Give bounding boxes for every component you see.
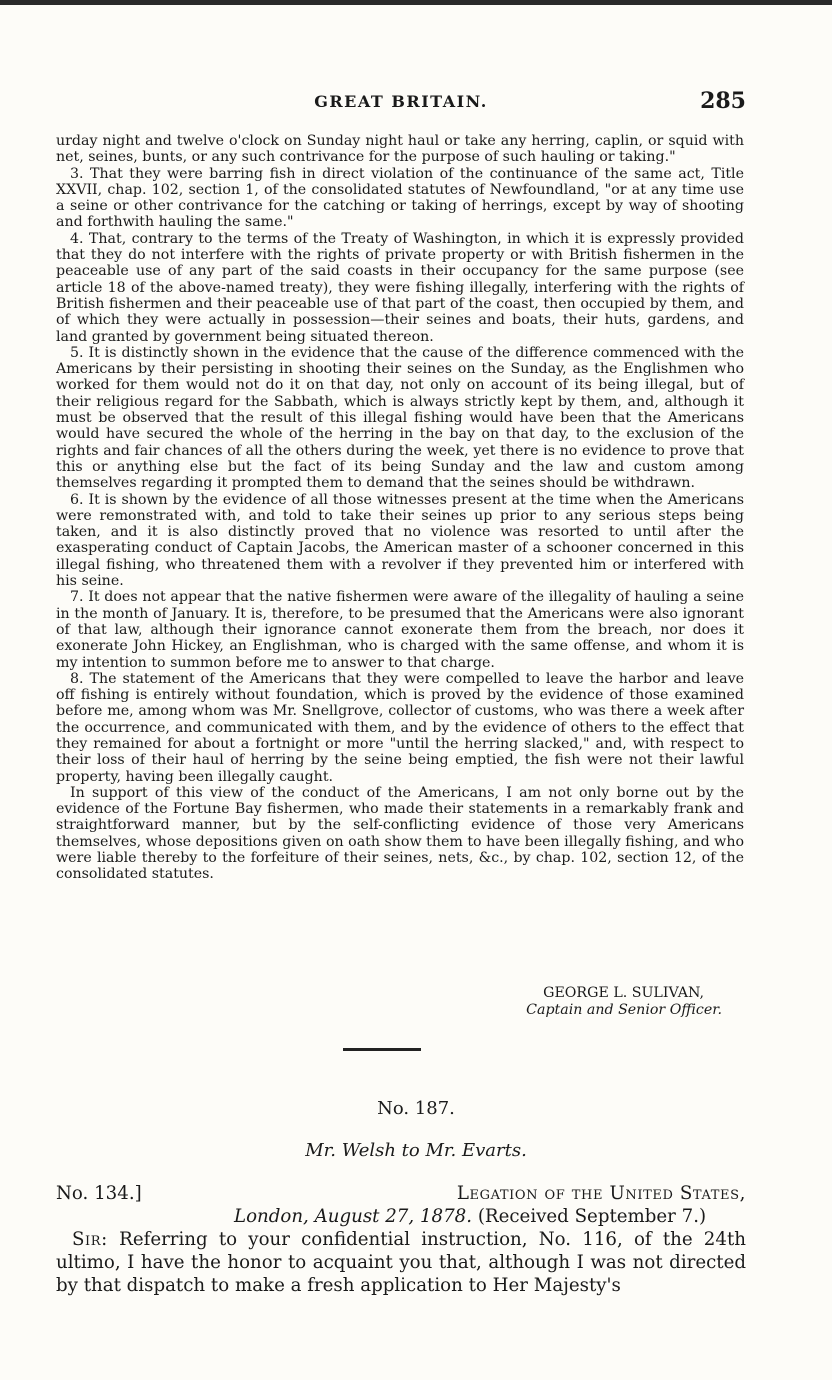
dateline — [56, 1205, 746, 1228]
salutation: Sir: — [72, 1229, 108, 1250]
legation-line: Legation of the United States, — [456, 1183, 746, 1204]
paragraph-6: 6. It is shown by the evidence of all those witnesses present at the time when the Americans were remonstrated with, and told to take their seines up prior to any serious steps being taken, and it is also distinctly proved that no violence was resorted to until after the exasperating conduct of Captain Jacobs, the American master of a schooner concerned in this illegal fishing, who threatened them with a revolver if they prevented him or interfered with his seine. — [56, 491, 744, 590]
paragraph-5: 5. It is distinctly shown in the evidence that the cause of the difference commenced with the Americans by their persisting in shooting their seines on the Sunday, as the Englishmen who worked for them would not do it on that day, not only on account of its being illegal, but of their religious regard for the Sabbath, which is always strictly kept by them, and, although it must be observed that the result of this illegal fishing would have been that the Americans would have secured the whole of the herring in the bay on that day, to the exclusion of the rights and fair chances of all the others during the week, yet there is no evidence to prove that this or anything else but the fact of its being Sunday and the law and custom among themselves regarding it prompted them to demand that the seines should be withdrawn. — [56, 344, 744, 492]
letter-reference-row — [56, 1182, 746, 1205]
paragraph-continuation: urday night and twelve o'clock on Sunday night haul or take any herring, caplin, or squid with net, seines, bunts, or any such contrivance for the purpose of such hauling or taking." — [56, 133, 744, 166]
despatch-reference: No. 134.] — [56, 1183, 142, 1204]
letter-paragraph — [56, 1228, 746, 1297]
top-edge-rule — [0, 0, 832, 5]
received-date: (Received September 7.) — [477, 1206, 707, 1227]
signatory-title: Captain and Senior Officer. — [526, 1002, 722, 1018]
document-heading: Mr. Welsh to Mr. Evarts. — [305, 1140, 527, 1161]
signature-block — [56, 985, 722, 1019]
paragraph-7: 7. It does not appear that the native fishermen were aware of the illegality of hauling a seine in the month of January. It is, therefore, to be presumed that the Americans were also ignorant of that law, although their ignorance cannot exonerate them from the breach, nor does it exonerate John Hickey, an Englishman, who is charged with the same offense, and whom it is my intention to summon before me to answer to that charge. — [56, 589, 744, 671]
running-title: GREAT BRITAIN. — [314, 92, 488, 111]
place-date: London, August 27, 1878. — [234, 1206, 473, 1227]
paragraph-4: 4. That, contrary to the terms of the Treaty of Washington, in which it is expressly provided that they do not interfere with the rights of private property or with British fishermen in the peaceable use of any part of the said coasts in their occupancy for the same purpose (see article 18 of the above-named treaty), they were fishing illegally, interfering with the rights of British fishermen and their peaceable use of that part of the coast, then occupied by them, and of which they were actually in possession—their seines and boats, their huts, gardens, and land granted by government being situated thereon. — [56, 230, 744, 345]
page-number: 285 — [700, 88, 746, 114]
section-divider — [343, 1048, 421, 1051]
report-body — [56, 133, 744, 883]
paragraph-3: 3. That they were barring fish in direct violation of the continuance of the same act, Title XXVII, chap. 102, section 1, of the consolidated statutes of Newfoundland, "or at any time use a seine or other contrivance for the catching or taking of herrings, except by way of shooting and forthwith hauling the same." — [56, 165, 744, 231]
signatory-name: GEORGE L. SULIVAN, — [543, 985, 704, 1001]
letter-text: Referring to your confidential instruction, No. 116, of the 24th ultimo, I have the honor to acquaint you that, although I was not directed by that dispatch to make a fresh application to Her Majesty's — [56, 1229, 746, 1296]
page-header — [56, 88, 746, 116]
letter-body — [56, 1182, 746, 1297]
paragraph-8: 8. The statement of the Americans that they were compelled to leave the harbor and leave off fishing is entirely without foundation, which is proved by the evidence of those examined before me, among whom was Mr. Snellgrove, collector of customs, who was there a week after the occurrence, and communicated with them, and by the evidence of others to the effect that they remained for about a fortnight or more "until the herring slacked," and, with respect to their loss of their haul of herring by the seine being emptied, the fish were not their lawful property, having been illegally caught. — [56, 670, 744, 785]
paragraph-conclusion: In support of this view of the conduct of the Americans, I am not only borne out by the evidence of the Fortune Bay fishermen, who made their statements in a remarkably frank and straightforward manner, but by the self-conflicting evidence of those very Americans themselves, whose depositions given on oath show them to have been illegally fishing, and who were liable thereby to the forfeiture of their seines, nets, &c., by chap. 102, section 12, of the consolidated statutes. — [56, 784, 744, 883]
document-number: No. 187. — [377, 1098, 455, 1119]
